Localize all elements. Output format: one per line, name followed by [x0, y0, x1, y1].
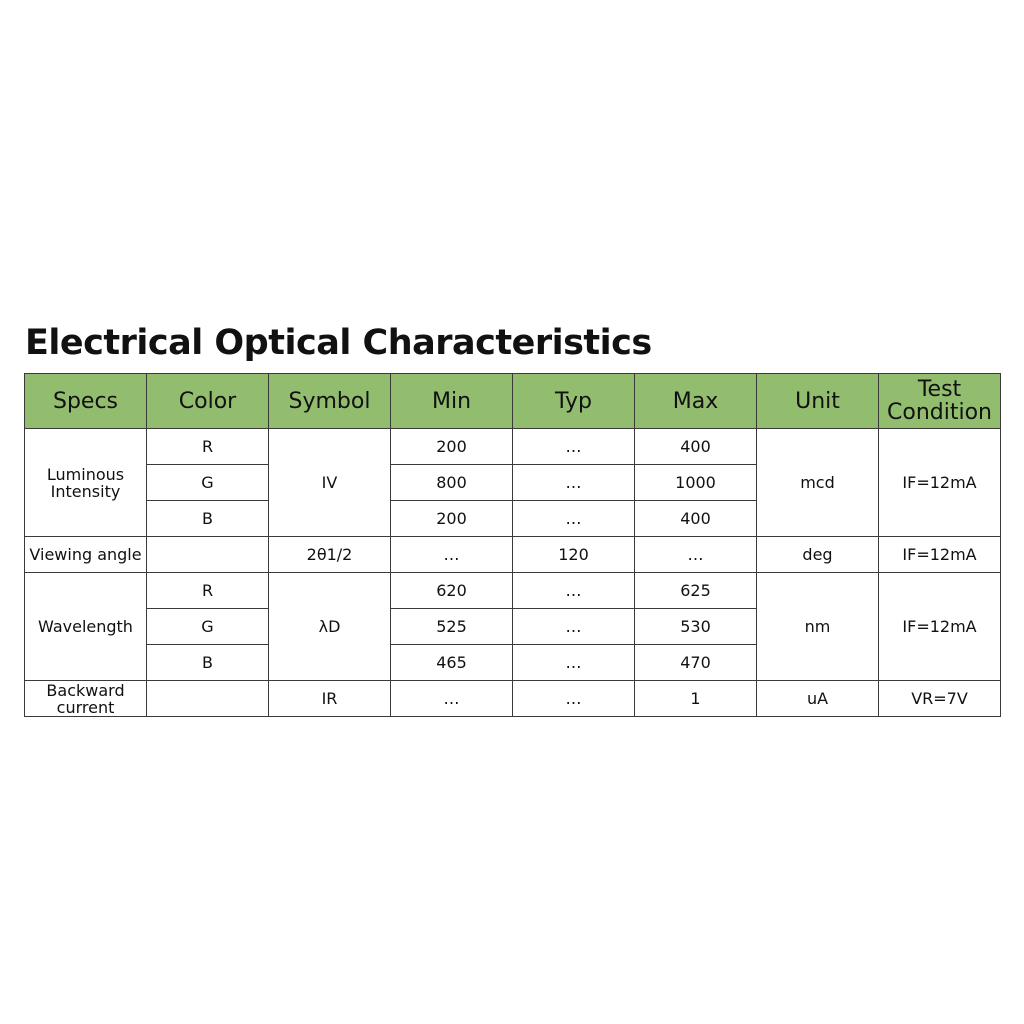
unit-cell: uA [757, 681, 879, 717]
min-cell: 525 [391, 609, 513, 645]
header-typ: Typ [513, 374, 635, 429]
symbol-cell: 2θ1/2 [269, 537, 391, 573]
min-cell: 200 [391, 429, 513, 465]
color-cell [147, 681, 269, 717]
color-cell: G [147, 609, 269, 645]
unit-cell: deg [757, 537, 879, 573]
header-symbol: Symbol [269, 374, 391, 429]
page-title: Electrical Optical Characteristics [25, 323, 652, 363]
typ-cell: … [513, 681, 635, 717]
test-condition-cell: VR=7V [879, 681, 1001, 717]
typ-cell: … [513, 465, 635, 501]
max-cell: 1000 [635, 465, 757, 501]
spec-luminous-intensity [25, 429, 147, 537]
test-condition-cell: IF=12mA [879, 537, 1001, 573]
color-cell: R [147, 573, 269, 609]
header-test-line2: Condition [887, 400, 992, 425]
header-max: Max [635, 374, 757, 429]
table-row [25, 573, 1001, 609]
unit-cell: mcd [757, 429, 879, 537]
max-cell: 625 [635, 573, 757, 609]
test-condition-cell: IF=12mA [879, 429, 1001, 537]
color-cell: B [147, 645, 269, 681]
color-cell [147, 537, 269, 573]
max-cell: 400 [635, 429, 757, 465]
header-test-line1: Test [917, 377, 962, 402]
spec-line: Luminous [46, 464, 125, 484]
characteristics-table [24, 373, 1001, 717]
header-specs: Specs [25, 374, 147, 429]
min-cell: 200 [391, 501, 513, 537]
typ-cell: 120 [513, 537, 635, 573]
max-cell: 1 [635, 681, 757, 717]
header-test-condition [879, 374, 1001, 429]
typ-cell: … [513, 573, 635, 609]
header-color: Color [147, 374, 269, 429]
table-row [25, 429, 1001, 465]
max-cell: 470 [635, 645, 757, 681]
table-header-row [25, 374, 1001, 429]
typ-cell: … [513, 501, 635, 537]
min-cell: … [391, 681, 513, 717]
typ-cell: … [513, 645, 635, 681]
spec-backward-current [25, 681, 147, 717]
spec-line: Backward [46, 680, 125, 700]
table-row [25, 681, 1001, 717]
min-cell: 465 [391, 645, 513, 681]
min-cell: 620 [391, 573, 513, 609]
typ-cell: … [513, 429, 635, 465]
header-min: Min [391, 374, 513, 429]
spec-line: Intensity [50, 481, 121, 501]
spec-wavelength: Wavelength [25, 573, 147, 681]
spec-line: current [56, 697, 115, 717]
unit-cell: nm [757, 573, 879, 681]
max-cell: … [635, 537, 757, 573]
symbol-cell: IV [269, 429, 391, 537]
min-cell: 800 [391, 465, 513, 501]
max-cell: 530 [635, 609, 757, 645]
symbol-cell: λD [269, 573, 391, 681]
color-cell: G [147, 465, 269, 501]
max-cell: 400 [635, 501, 757, 537]
color-cell: R [147, 429, 269, 465]
spec-viewing-angle: Viewing angle [25, 537, 147, 573]
min-cell: … [391, 537, 513, 573]
symbol-cell: IR [269, 681, 391, 717]
typ-cell: … [513, 609, 635, 645]
color-cell: B [147, 501, 269, 537]
table-row [25, 537, 1001, 573]
header-unit: Unit [757, 374, 879, 429]
test-condition-cell: IF=12mA [879, 573, 1001, 681]
